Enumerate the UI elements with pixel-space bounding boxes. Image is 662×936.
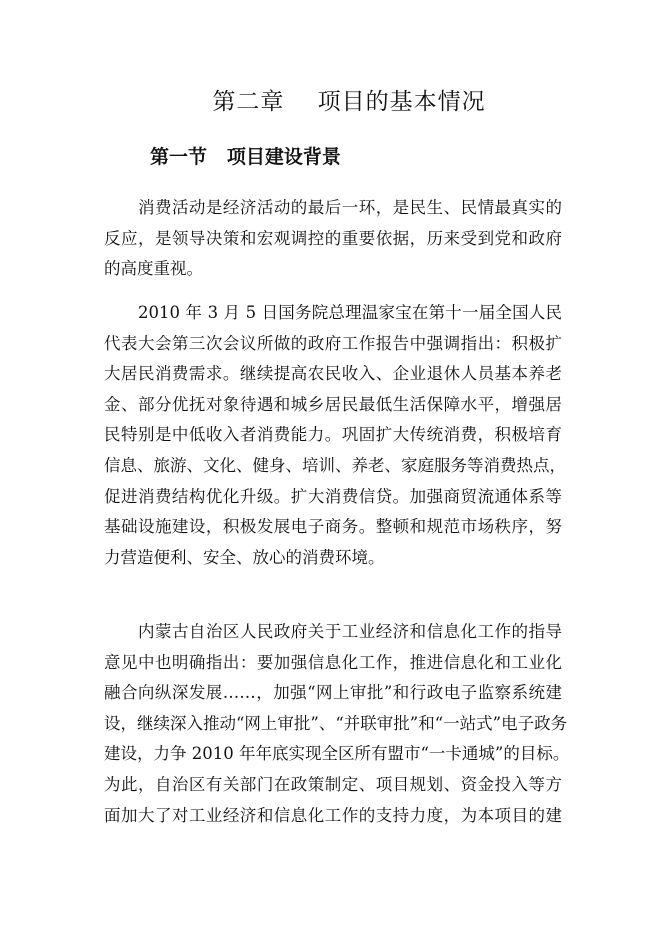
paragraph-2 xyxy=(104,298,566,573)
paragraph-1 xyxy=(104,193,562,285)
section-title: 第一节 项目建设背景 xyxy=(150,146,341,168)
paragraph-line: 反应，是领导决策和宏观调控的重要依据，历来受到党和政府 xyxy=(104,228,562,248)
paragraph-line: 促进消费结构优化升级。扩大消费信贷。加强商贸流通体系等 xyxy=(104,486,562,506)
paragraph-3 xyxy=(104,617,570,831)
paragraph-line: 2010 年 3 月 5 日国务院总理温家宝在第十一届全国人民 xyxy=(138,303,562,322)
paragraph-line: 设，继续深入推动“网上审批”、“并联审批”和“一站式”电子政务 xyxy=(104,713,568,733)
paragraph-line: 为此，自治区有关部门在政策制定、项目规划、资金投入等方 xyxy=(104,774,562,794)
paragraph-line: 建设，力争 2010 年年底实现全区所有盟市“一卡通城”的目标。 xyxy=(104,744,570,764)
paragraph-line: 民特别是中低收入者消费能力。巩固扩大传统消费，积极培育 xyxy=(104,425,562,445)
paragraph-line: 的高度重视。 xyxy=(104,259,203,279)
paragraph-line: 信息、旅游、文化、健身、培训、养老、家庭服务等消费热点， xyxy=(104,455,566,475)
paragraph-line: 基础设施建设，积极发展电子商务。整顿和规范市场秩序，努 xyxy=(104,517,562,537)
chapter-title: 第二章 项目的基本情况 xyxy=(212,89,486,115)
paragraph-line: 面加大了对工业经济和信息化工作的支持力度，为本项目的建 xyxy=(104,805,562,825)
paragraph-line: 代表大会第三次会议所做的政府工作报告中强调指出：积极扩 xyxy=(104,333,562,353)
paragraph-line: 内蒙古自治区人民政府关于工业经济和信息化工作的指导 xyxy=(138,622,562,641)
paragraph-line: 力营造便利、安全、放心的消费环境。 xyxy=(104,547,385,567)
paragraph-line: 意见中也明确指出：要加强信息化工作，推进信息化和工业化 xyxy=(104,652,562,672)
paragraph-line: 大居民消费需求。继续提高农民收入、企业退休人员基本养老 xyxy=(104,364,562,384)
paragraph-line: 金、部分优抚对象待遇和城乡居民最低生活保障水平，增强居 xyxy=(104,394,562,414)
paragraph-line: 消费活动是经济活动的最后一环，是民生、民情最真实的 xyxy=(138,198,562,217)
paragraph-line: 融合向纵深发展……，加强“网上审批”和行政电子监察系统建 xyxy=(104,683,562,703)
